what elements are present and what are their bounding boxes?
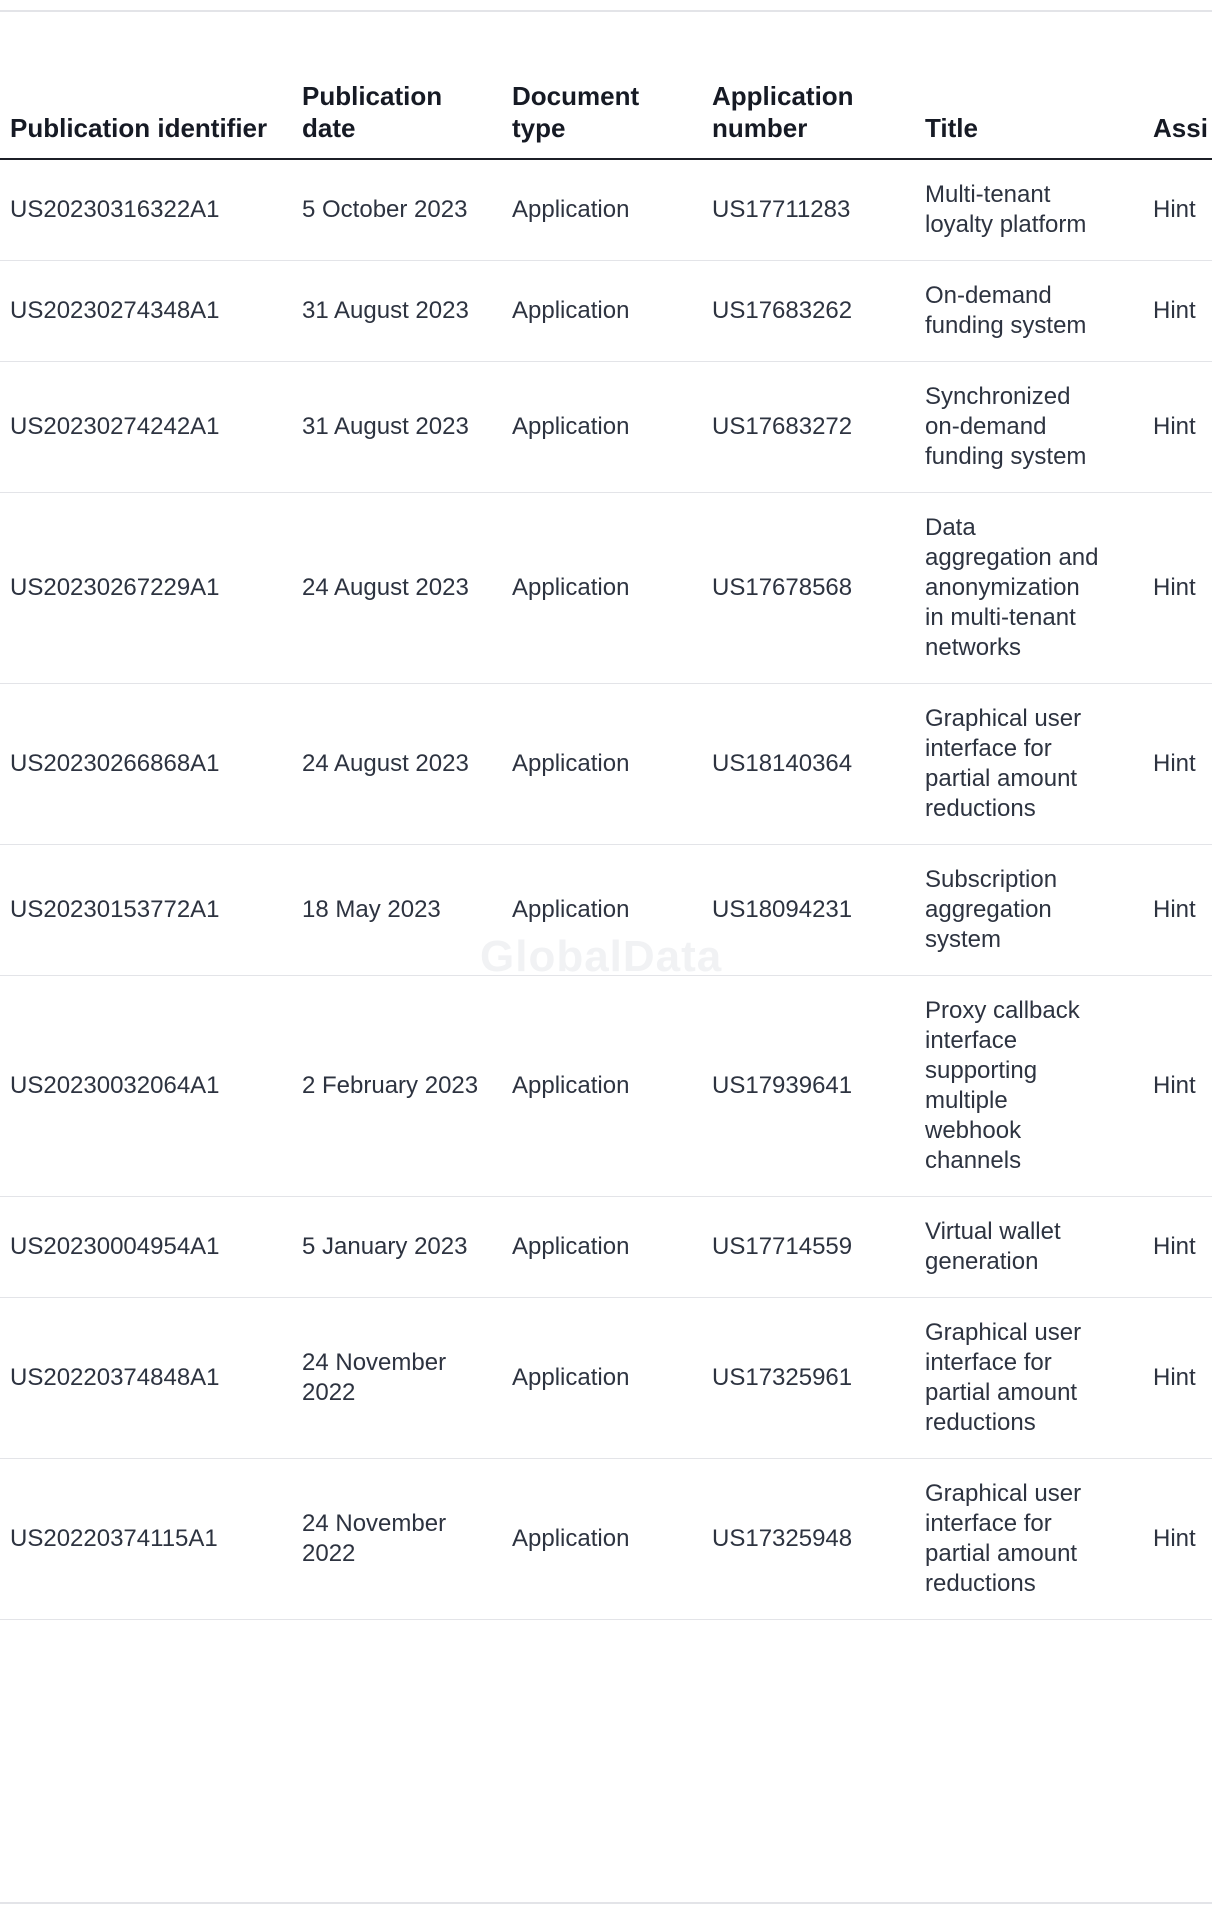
table-row — [0, 1298, 1212, 1459]
cell-publication-date: 31 August 2023 — [292, 362, 502, 493]
cell-publication-date: 18 May 2023 — [292, 845, 502, 976]
cell-document-type: Application — [502, 261, 702, 362]
cell-document-type: Application — [502, 493, 702, 684]
cell-publication-date: 24 November 2022 — [292, 1459, 502, 1620]
cell-publication-date: 24 August 2023 — [292, 684, 502, 845]
cell-assignee: Hint — [1143, 261, 1212, 362]
cell-title: Graphical user interface for partial amount reductions — [915, 684, 1143, 845]
patents-table — [0, 76, 1212, 1620]
cell-application-number: US18094231 — [702, 845, 915, 976]
cell-title: Virtual wallet generation — [915, 1197, 1143, 1298]
cell-document-type: Application — [502, 1298, 702, 1459]
cell-publication-identifier: US20230004954A1 — [0, 1197, 292, 1298]
cell-title: Proxy callback interface supporting multiple webhook channels — [915, 976, 1143, 1197]
cell-publication-identifier: US20230316322A1 — [0, 159, 292, 261]
cell-assignee: Hint — [1143, 159, 1212, 261]
cell-application-number: US17325948 — [702, 1459, 915, 1620]
header-row — [0, 76, 1212, 159]
cell-publication-identifier: US20230032064A1 — [0, 976, 292, 1197]
table-row — [0, 845, 1212, 976]
cell-document-type: Application — [502, 1459, 702, 1620]
cell-application-number: US17683272 — [702, 362, 915, 493]
cell-assignee: Hint — [1143, 1197, 1212, 1298]
cell-title: Graphical user interface for partial amount reductions — [915, 1298, 1143, 1459]
table-row — [0, 493, 1212, 684]
table-row — [0, 261, 1212, 362]
cell-assignee: Hint — [1143, 1298, 1212, 1459]
table-row — [0, 1459, 1212, 1620]
header-publication-date: Publication date — [292, 76, 502, 159]
cell-application-number: US17714559 — [702, 1197, 915, 1298]
bottom-divider — [0, 1902, 1212, 1904]
cell-application-number: US17939641 — [702, 976, 915, 1197]
cell-title: Multi-tenant loyalty platform — [915, 159, 1143, 261]
cell-assignee: Hint — [1143, 362, 1212, 493]
cell-application-number: US18140364 — [702, 684, 915, 845]
table-row — [0, 159, 1212, 261]
cell-publication-identifier: US20230153772A1 — [0, 845, 292, 976]
cell-publication-date: 24 November 2022 — [292, 1298, 502, 1459]
cell-application-number: US17678568 — [702, 493, 915, 684]
cell-publication-identifier: US20230274348A1 — [0, 261, 292, 362]
header-title: Title — [915, 76, 1143, 159]
table-body — [0, 159, 1212, 1620]
header-application-number: Application number — [702, 76, 915, 159]
cell-publication-identifier: US20230267229A1 — [0, 493, 292, 684]
cell-document-type: Application — [502, 159, 702, 261]
cell-assignee: Hint — [1143, 1459, 1212, 1620]
header-publication-identifier: Publication identifier — [0, 76, 292, 159]
cell-assignee: Hint — [1143, 845, 1212, 976]
cell-publication-date: 5 October 2023 — [292, 159, 502, 261]
cell-document-type: Application — [502, 845, 702, 976]
cell-application-number: US17711283 — [702, 159, 915, 261]
cell-publication-identifier: US20220374115A1 — [0, 1459, 292, 1620]
patents-table-container[interactable] — [0, 76, 1212, 1620]
cell-publication-identifier: US20220374848A1 — [0, 1298, 292, 1459]
header-document-type: Document type — [502, 76, 702, 159]
table-row — [0, 1197, 1212, 1298]
cell-assignee: Hint — [1143, 684, 1212, 845]
cell-title: Synchronized on-demand funding system — [915, 362, 1143, 493]
cell-assignee: Hint — [1143, 493, 1212, 684]
cell-publication-date: 24 August 2023 — [292, 493, 502, 684]
top-divider — [0, 10, 1212, 12]
cell-assignee: Hint — [1143, 976, 1212, 1197]
cell-publication-identifier: US20230274242A1 — [0, 362, 292, 493]
cell-publication-date: 31 August 2023 — [292, 261, 502, 362]
cell-document-type: Application — [502, 976, 702, 1197]
table-row — [0, 976, 1212, 1197]
cell-title: Subscription aggregation system — [915, 845, 1143, 976]
watermark-logo: GlobalData — [480, 932, 723, 981]
cell-publication-date: 5 January 2023 — [292, 1197, 502, 1298]
table-row — [0, 684, 1212, 845]
cell-document-type: Application — [502, 362, 702, 493]
cell-title: Graphical user interface for partial amount reductions — [915, 1459, 1143, 1620]
table-row — [0, 362, 1212, 493]
cell-application-number: US17683262 — [702, 261, 915, 362]
table-header — [0, 76, 1212, 159]
cell-title: Data aggregation and anonymization in multi-tenant networks — [915, 493, 1143, 684]
cell-publication-date: 2 February 2023 — [292, 976, 502, 1197]
cell-document-type: Application — [502, 684, 702, 845]
cell-title: On-demand funding system — [915, 261, 1143, 362]
cell-application-number: US17325961 — [702, 1298, 915, 1459]
cell-publication-identifier: US20230266868A1 — [0, 684, 292, 845]
header-assignee: Assi — [1143, 76, 1212, 159]
cell-document-type: Application — [502, 1197, 702, 1298]
